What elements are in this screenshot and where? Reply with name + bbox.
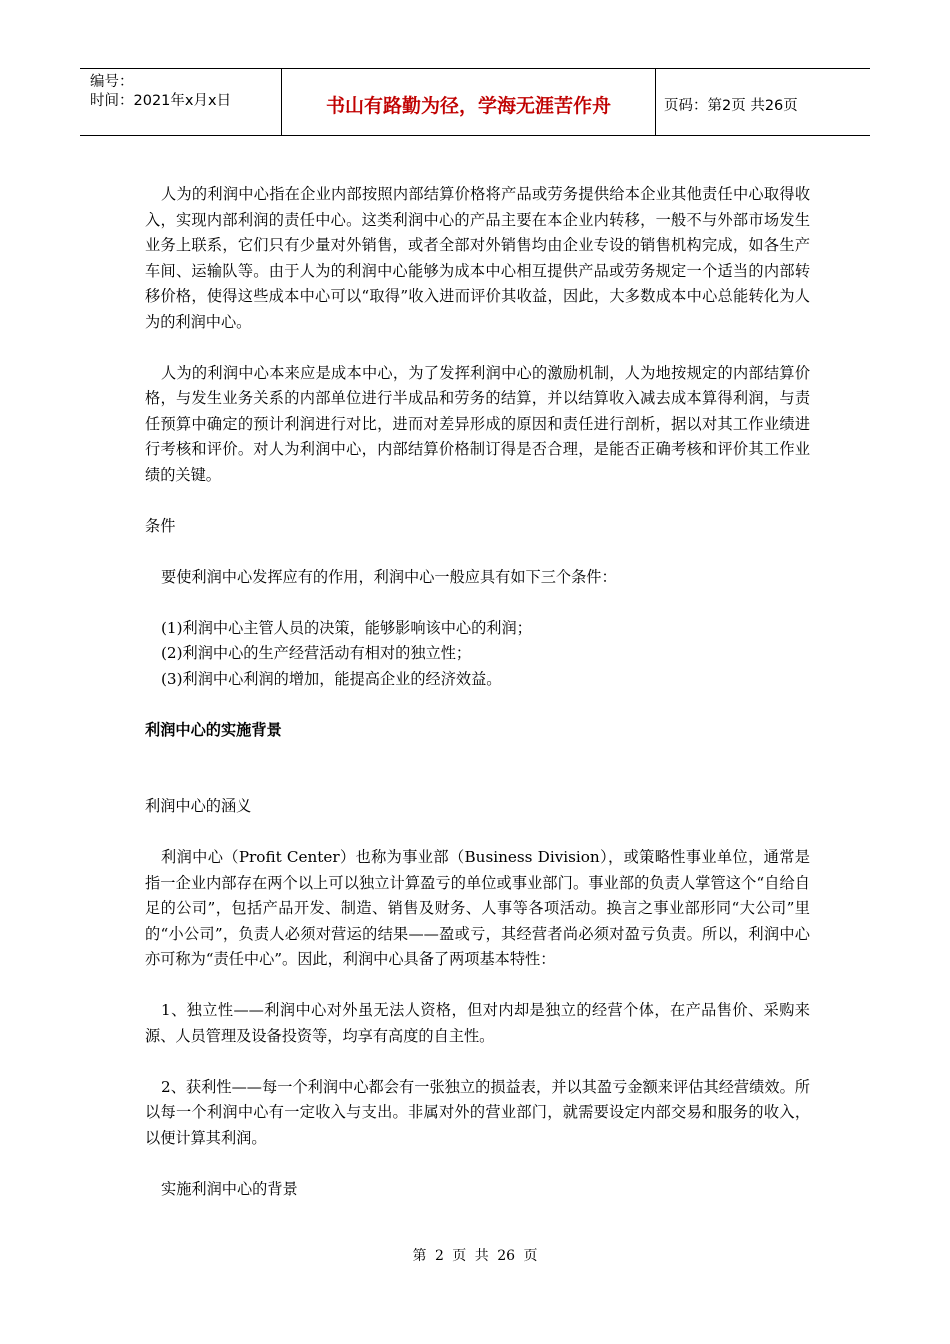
header-page-label: 页码：第2页 共26页 bbox=[664, 97, 798, 114]
paragraph: 人为的利润中心指在企业内部按照内部结算价格将产品或劳务提供给本企业其他责任中心取得收入，实现内部利润的责任中心。这类利润中心的产品主要在本企业内转移，一般不与外部市场发生业务上联系，它们只有少量对外销售，或者全部对外销售均由企业专设的销售机构完成，如各生产车间、运输队等。由于人为的利润中心能够为成本中心相互提供产品或劳务规定一个适当的内部转移价格，使得这些成本中心可以“取得”收入进而评价其收益，因此，大多数成本中心总能转化为人为的利润中心。 bbox=[145, 185, 810, 331]
header-meta bbox=[80, 69, 282, 135]
section-heading-meaning: 利润中心的涵义 bbox=[145, 797, 252, 815]
paragraph: 1、独立性——利润中心对外虽无法人资格，但对内却是独立的经营个体，在产品售价、采购来源、人员管理及设备投资等，均享有高度的自主性。 bbox=[145, 1001, 810, 1045]
section-heading-conditions: 条件 bbox=[145, 516, 176, 535]
paragraph: 人为的利润中心本来应是成本中心，为了发挥利润中心的激励机制，人为地按规定的内部结算价格，与发生业务关系的内部单位进行半成品和劳务的结算，并以结算收入减去成本算得利润，与责任预算中确定的预计利润进行对比，进而对差异形成的原因和责任进行剖析，据以对其工作业绩进行考核和评价。对人为利润中心，内部结算价格制订得是否合理，是能否正确考核和评价其工作业绩的关键。 bbox=[145, 363, 810, 484]
paragraph: 利润中心（Profit Center）也称为事业部（Business Division），或策略性事业单位，通常是指一企业内部存在两个以上可以独立计算盈亏的单位或事业部门。事业部的负责人掌管这个“自给自足的公司”，包括产品开发、制造、销售及财务、人事等各项活动。换言之事业部形同“大公司”里的“小公司”，负责人必须对营运的结果——盈或亏，其经营者尚必须对盈亏负责。所以，利润中心亦可称为“责任中心”。因此，利润中心具备了两项基本特性： bbox=[145, 848, 810, 968]
paragraph: 要使利润中心发挥应有的作用，利润中心一般应具有如下三个条件： bbox=[161, 567, 617, 586]
document-body bbox=[145, 182, 810, 1202]
section-heading-implementation: 实施利润中心的背景 bbox=[161, 1179, 298, 1198]
number-label: 编号： bbox=[90, 74, 134, 90]
paragraph: 2、获利性——每一个利润中心都会有一张独立的损益表，并以其盈亏金额来评估其经营绩效。所以每一个利润中心有一定收入与支出。非属对外的营业部门，就需要设定内部交易和服务的收入，以便计算其利润。 bbox=[145, 1077, 810, 1147]
section-heading-background: 利润中心的实施背景 bbox=[145, 720, 282, 739]
condition-item: (2)利润中心的生产经营活动有相对的独立性； bbox=[161, 644, 472, 662]
header-motto: 书山有路勤为径，学海无涯苦作舟 bbox=[282, 69, 656, 135]
page-footer: 第 2 页 共 26 页 bbox=[412, 1248, 538, 1264]
time-label: 时间：2021年x月x日 bbox=[90, 93, 232, 109]
condition-item: (1)利润中心主管人员的决策，能够影响该中心的利润； bbox=[161, 618, 532, 637]
page-header bbox=[80, 68, 870, 136]
condition-item: (3)利润中心利润的增加，能提高企业的经济效益。 bbox=[161, 669, 502, 688]
